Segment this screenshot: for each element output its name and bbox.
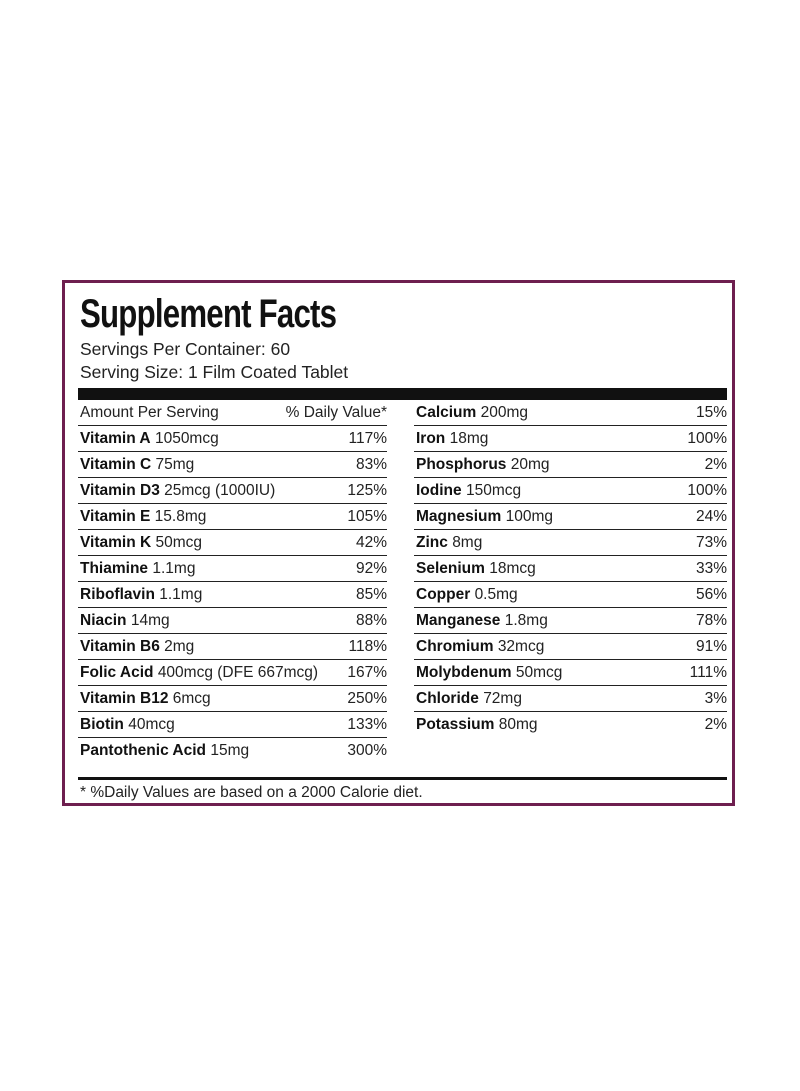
nutrient-name: Iodine bbox=[416, 481, 462, 499]
nutrient-amount: 15mg bbox=[210, 742, 250, 759]
nutrient-amount: 14mg bbox=[130, 611, 170, 629]
nutrient-daily-value: 125% bbox=[347, 481, 387, 499]
nutrient-amount: 40mcg bbox=[128, 715, 175, 733]
nutrient-daily-value: 117% bbox=[348, 429, 387, 447]
nutrient-daily-value: 105% bbox=[347, 507, 387, 525]
nutrient-row bbox=[414, 478, 727, 504]
right-rows-container bbox=[414, 400, 727, 738]
nutrient-amount: 200mg bbox=[480, 403, 529, 421]
nutrient-daily-value: 15% bbox=[695, 403, 727, 421]
nutrient-row bbox=[414, 530, 727, 556]
nutrient-row bbox=[78, 608, 387, 634]
nutrient-name-amount bbox=[416, 404, 528, 422]
nutrient-name: Selenium bbox=[416, 559, 485, 577]
nutrient-name: Copper bbox=[416, 585, 471, 603]
nutrient-name: Biotin bbox=[80, 715, 124, 733]
header-divider-bar bbox=[78, 388, 727, 400]
nutrient-name: Molybdenum bbox=[416, 663, 512, 681]
nutrient-daily-value: 133% bbox=[347, 715, 387, 733]
nutrient-daily-value: 2% bbox=[704, 455, 727, 473]
nutrient-amount: 400mcg (DFE 667mcg) bbox=[157, 663, 319, 681]
nutrient-amount: 50mcg bbox=[155, 533, 203, 551]
nutrient-row bbox=[78, 660, 387, 686]
nutrient-row bbox=[414, 400, 727, 426]
nutrient-name-amount bbox=[416, 586, 518, 604]
nutrient-row bbox=[414, 686, 727, 712]
nutrient-name-amount bbox=[80, 456, 194, 474]
nutrient-name: Vitamin B6 bbox=[80, 637, 160, 655]
footer-divider-bar bbox=[78, 777, 727, 780]
nutrient-amount: 1.8mg bbox=[504, 611, 548, 629]
amount-per-serving-label: Amount Per Serving bbox=[80, 403, 219, 421]
footnote: * %Daily Values are based on a 2000 Calorie diet. bbox=[80, 784, 423, 801]
nutrient-daily-value: 85% bbox=[355, 585, 387, 603]
nutrient-name: Vitamin B12 bbox=[80, 689, 169, 707]
nutrient-daily-value: 2% bbox=[704, 716, 727, 733]
nutrient-daily-value: 118% bbox=[348, 637, 387, 655]
nutrient-name-amount bbox=[416, 534, 482, 552]
nutrient-name-amount bbox=[80, 664, 318, 682]
servings-per-container: Servings Per Container: 60 bbox=[80, 339, 291, 359]
nutrient-name: Manganese bbox=[416, 611, 501, 629]
nutrient-row bbox=[414, 582, 727, 608]
nutrient-row bbox=[414, 426, 727, 452]
nutrient-daily-value: 73% bbox=[695, 533, 727, 551]
nutrient-name-amount bbox=[80, 716, 175, 734]
nutrient-name-amount bbox=[80, 534, 202, 552]
nutrient-name-amount bbox=[80, 482, 275, 500]
nutrient-amount: 15.8mg bbox=[154, 507, 207, 525]
nutrient-daily-value: 100% bbox=[687, 429, 727, 447]
nutrient-row bbox=[414, 634, 727, 660]
nutrient-amount: 1050mcg bbox=[154, 429, 219, 447]
nutrient-row bbox=[78, 712, 387, 738]
nutrient-name: Riboflavin bbox=[80, 585, 155, 603]
nutrient-name: Vitamin E bbox=[80, 507, 151, 525]
left-nutrient-column bbox=[78, 400, 387, 764]
nutrient-name-amount bbox=[416, 664, 562, 682]
nutrient-daily-value: 78% bbox=[695, 611, 727, 629]
nutrient-amount: 150mcg bbox=[465, 481, 522, 499]
nutrient-name: Folic Acid bbox=[80, 663, 154, 681]
nutrient-row bbox=[78, 738, 387, 764]
nutrient-daily-value: 111% bbox=[689, 663, 727, 681]
nutrient-row bbox=[78, 452, 387, 478]
nutrient-name: Chloride bbox=[416, 689, 479, 707]
nutrient-name-amount bbox=[416, 638, 544, 656]
nutrient-name-amount bbox=[80, 742, 249, 760]
nutrient-name: Calcium bbox=[416, 403, 477, 421]
nutrient-amount: 8mg bbox=[452, 533, 483, 551]
nutrient-daily-value: 42% bbox=[355, 533, 387, 551]
nutrient-daily-value: 300% bbox=[347, 742, 387, 759]
nutrient-row bbox=[414, 556, 727, 582]
nutrient-amount: 80mg bbox=[498, 716, 538, 733]
serving-size: Serving Size: 1 Film Coated Tablet bbox=[80, 362, 349, 382]
nutrient-amount: 25mcg (1000IU) bbox=[164, 481, 276, 499]
nutrient-daily-value: 33% bbox=[695, 559, 727, 577]
nutrient-row bbox=[78, 504, 387, 530]
left-rows-container bbox=[78, 426, 387, 764]
nutrient-row bbox=[414, 504, 727, 530]
nutrient-amount: 0.5mg bbox=[474, 585, 518, 603]
nutrient-amount: 100mg bbox=[505, 507, 553, 525]
nutrient-name: Zinc bbox=[416, 533, 448, 551]
nutrient-row bbox=[414, 660, 727, 686]
nutrient-name-amount bbox=[416, 456, 550, 474]
nutrient-name-amount bbox=[80, 612, 170, 630]
nutrient-row bbox=[78, 478, 387, 504]
nutrient-name-amount bbox=[416, 612, 548, 630]
nutrient-daily-value: 56% bbox=[695, 585, 727, 603]
nutrient-amount: 32mcg bbox=[497, 637, 545, 655]
nutrient-name-amount bbox=[416, 560, 536, 578]
nutrient-row bbox=[414, 452, 727, 478]
nutrient-name-amount bbox=[80, 430, 219, 448]
nutrient-row bbox=[78, 582, 387, 608]
nutrient-name-amount bbox=[80, 586, 202, 604]
nutrient-name: Vitamin C bbox=[80, 455, 152, 473]
nutrient-row bbox=[78, 530, 387, 556]
nutrient-daily-value: 250% bbox=[347, 689, 387, 707]
nutrient-name: Chromium bbox=[416, 637, 494, 655]
nutrient-daily-value: 91% bbox=[695, 637, 727, 655]
nutrient-name: Vitamin K bbox=[80, 533, 152, 551]
nutrient-row bbox=[78, 426, 387, 452]
nutrient-row bbox=[78, 634, 387, 660]
nutrient-name: Vitamin D3 bbox=[80, 481, 160, 499]
nutrient-name: Phosphorus bbox=[416, 455, 507, 473]
nutrient-daily-value: 92% bbox=[355, 559, 387, 577]
nutrient-amount: 20mg bbox=[510, 455, 550, 473]
nutrient-amount: 1.1mg bbox=[159, 585, 203, 603]
nutrient-name: Niacin bbox=[80, 611, 127, 629]
column-header-row bbox=[78, 400, 387, 426]
nutrient-amount: 72mg bbox=[483, 689, 522, 707]
nutrient-daily-value: 3% bbox=[704, 689, 727, 707]
nutrient-amount: 2mg bbox=[164, 637, 195, 655]
nutrient-name: Iron bbox=[416, 429, 446, 447]
nutrient-name-amount bbox=[80, 638, 194, 656]
nutrient-name-amount bbox=[416, 508, 553, 526]
right-nutrient-column bbox=[414, 400, 727, 738]
nutrient-amount: 75mg bbox=[155, 455, 195, 473]
daily-value-label: % Daily Value* bbox=[285, 403, 387, 421]
nutrient-amount: 6mcg bbox=[172, 689, 211, 707]
nutrient-amount: 18mg bbox=[449, 429, 489, 447]
nutrient-row bbox=[78, 556, 387, 582]
nutrient-name-amount bbox=[416, 716, 537, 734]
nutrient-amount: 18mcg bbox=[489, 559, 536, 577]
supplement-facts-panel bbox=[62, 280, 735, 806]
nutrient-amount: 50mcg bbox=[515, 663, 563, 681]
nutrient-name-amount bbox=[416, 430, 488, 448]
nutrient-daily-value: 167% bbox=[347, 663, 387, 681]
nutrient-daily-value: 24% bbox=[695, 507, 727, 525]
nutrient-daily-value: 83% bbox=[355, 455, 387, 473]
nutrient-name-amount bbox=[416, 482, 521, 500]
nutrient-daily-value: 100% bbox=[687, 481, 727, 499]
nutrient-name: Magnesium bbox=[416, 507, 502, 525]
nutrient-row bbox=[78, 686, 387, 712]
nutrient-name-amount bbox=[80, 508, 206, 526]
nutrient-row bbox=[414, 712, 727, 738]
nutrient-row bbox=[414, 608, 727, 634]
nutrient-name: Vitamin A bbox=[80, 429, 151, 447]
nutrient-name-amount bbox=[416, 690, 522, 708]
nutrient-name-amount bbox=[80, 690, 211, 708]
nutrient-daily-value: 88% bbox=[355, 611, 387, 629]
nutrient-name-amount bbox=[80, 560, 195, 578]
nutrient-name: Pantothenic Acid bbox=[80, 742, 207, 759]
nutrient-name: Thiamine bbox=[80, 559, 149, 577]
nutrient-name: Potassium bbox=[416, 716, 495, 733]
nutrient-amount: 1.1mg bbox=[152, 559, 196, 577]
page-title: Supplement Facts bbox=[80, 292, 337, 336]
